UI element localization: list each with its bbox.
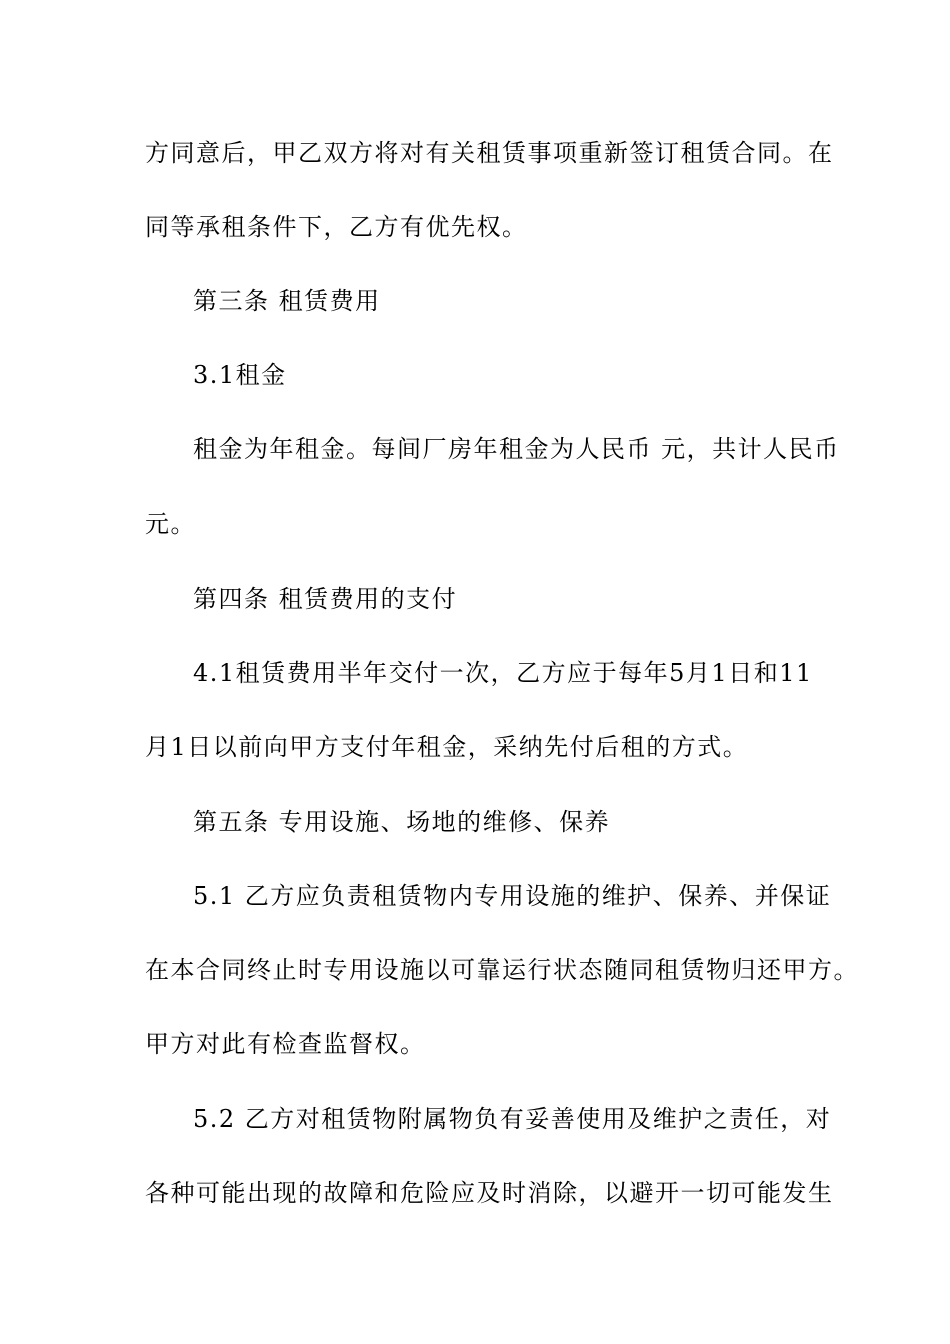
clause-5-1-line: 在本合同终止时专用设施以可靠运行状态随同租赁物归还甲方。 — [145, 956, 859, 984]
paragraph-line: 同等承租条件下，乙方有优先权。 — [145, 213, 528, 241]
paragraph-line-continuation: 方同意后，甲乙双方将对有关租赁事项重新签订租赁合同。在 — [145, 139, 834, 167]
article-3-heading: 第三条 租赁费用 — [193, 287, 381, 315]
clause-4-1-line: 月1日以前向甲方支付年租金，采纳先付后租的方式。 — [145, 733, 749, 761]
clause-4-1-line: 4.1租赁费用半年交付一次，乙方应于每年5月1日和11 — [193, 659, 813, 687]
clause-3-1-heading: 3.1租金 — [193, 361, 287, 389]
clause-5-1-line: 5.1 乙方应负责租赁物内专用设施的维护、保养、并保证 — [193, 882, 832, 910]
clause-5-1-line: 甲方对此有检查监督权。 — [145, 1030, 426, 1058]
article-4-heading: 第四条 租赁费用的支付 — [193, 585, 458, 613]
rent-paragraph-line: 元。 — [145, 510, 196, 538]
clause-5-2-line: 各种可能出现的故障和危险应及时消除，以避开一切可能发生 — [145, 1179, 834, 1207]
article-5-heading: 第五条 专用设施、场地的维修、保养 — [193, 808, 611, 836]
clause-5-2-line: 5.2 乙方对租赁物附属物负有妥善使用及维护之责任，对 — [193, 1105, 832, 1133]
rent-paragraph-line: 租金为年租金。每间厂房年租金为人民币 元，共计人民币 — [193, 435, 840, 463]
